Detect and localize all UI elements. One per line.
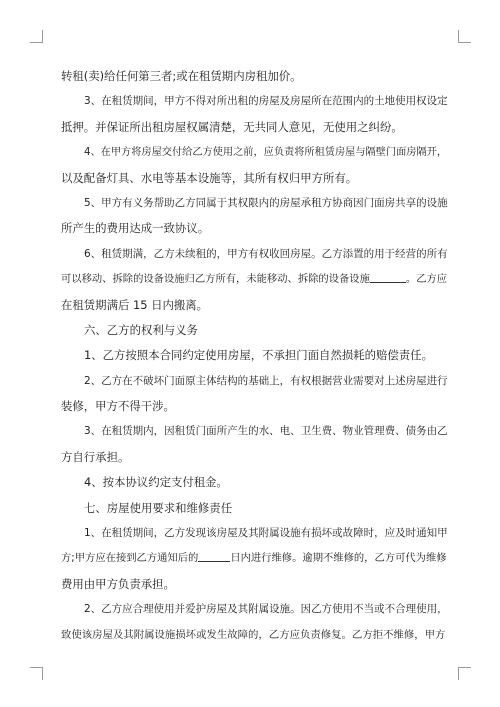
text-line [61,369,449,394]
fill-in-blank [198,549,230,562]
line-text: 3、在租赁期间，甲方不得对所出租的房屋及房屋所在范围内的土地使用权设定 [84,95,448,108]
fill-in-blank [370,270,406,283]
text-line [61,419,449,444]
text-line [61,89,449,114]
text-line [61,64,449,89]
line-text: 3、在租赁期内，因租赁门面所产生的水、电、卫生费、物业管理费、债务由乙 [84,425,448,438]
text-line [61,191,449,216]
line-text: 1、乙方按照本合同约定使用房屋，不承担门面自然损耗的赔偿责任。 [84,348,433,363]
line-text: 在租赁期满后 15 日内搬离。 [61,297,209,312]
line-text-after-blank: 。乙方应 [405,273,448,286]
text-line [61,394,449,419]
text-line [61,267,449,292]
line-text: 抵押。并保证所出租房屋权属清楚，无共同人意见，无使用之纠纷。 [61,119,403,134]
text-line [61,445,449,470]
line-text: 所产生的费用达成一致协议。 [61,221,210,236]
document-body [61,64,449,648]
text-line [61,242,449,267]
line-text: 2、乙方应合理使用并爱护房屋及其附属设施。因乙方使用不当或不合理使用， [84,603,448,616]
line-text: 4、在甲方将房屋交付给乙方使用之前，应负责将所租赁房屋与隔壁门面房隔开， [84,147,448,159]
text-line [61,140,449,165]
text-line [61,623,449,648]
line-text: 致使该房屋及其附属设施损坏或发生故障的，乙方应负责修复。乙方拒不维修，甲方 [61,628,446,641]
text-line [61,166,449,191]
line-text: 可以移动、拆除的设备设施归乙方所有，未能移动、拆除的设备设施 [61,273,370,286]
line-text: 转租(卖)给任何第三者;或在租赁期内房租加价。 [61,69,302,83]
line-text: 以及配备灯具、水电等基本设施等，其所有权归甲方所有。 [61,170,358,185]
line-text: 方自行承担。 [61,449,130,464]
line-text: 六、乙方的权利与义务 [84,322,198,337]
line-text: 4、按本协议约定支付租金。 [84,475,228,490]
line-text: 1、在租赁期间，乙方发现该房屋及其附属设施有损坏或故障时，应及时通知甲 [84,527,448,540]
text-line [61,216,449,241]
line-text: 方;甲方应在接到乙方通知后的 [61,552,199,565]
text-line [61,521,449,546]
text-line [61,597,449,622]
line-text: 6、租赁期满，乙方未续租的，甲方有权收回房屋。乙方添置的用于经营的所有 [84,247,448,260]
line-text: 2、乙方在不破坏门面原主体结构的基础上，有权根据营业需要对上述房屋进行 [84,374,448,387]
crop-mark-top-left [30,30,43,43]
line-text: 七、房屋使用要求和维修责任 [84,500,233,515]
text-line [61,343,449,368]
text-line [61,318,449,343]
crop-mark-bottom-left [30,667,43,680]
text-line [61,470,449,495]
line-text: 5、甲方有义务帮助乙方同属于其权限内的房屋承租方协商因门面房共享的设施 [84,196,448,209]
text-line [61,546,449,571]
text-line [61,293,449,318]
crop-mark-bottom-right [458,667,471,680]
line-text-after-blank: 日内进行维修。逾期不维修的，乙方可代为维修 [230,552,447,565]
line-text: 装修，甲方不得干涉。 [61,399,175,414]
crop-mark-top-right [458,30,471,43]
line-text: 费用由甲方负责承担。 [61,576,175,591]
text-line [61,572,449,597]
text-line [61,496,449,521]
text-line [61,115,449,140]
